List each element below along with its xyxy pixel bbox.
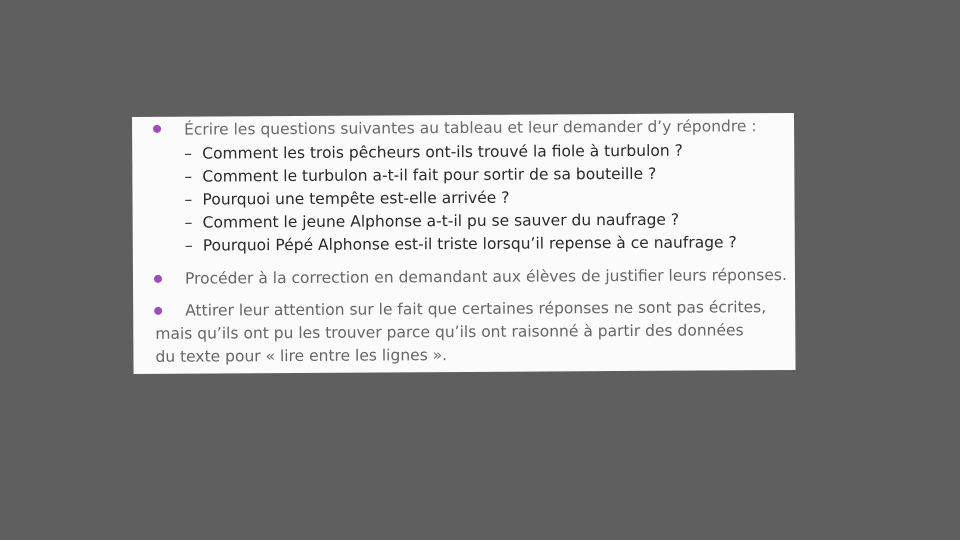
- dash-marker: –: [184, 167, 193, 186]
- question-text: Comment les trois pêcheurs ont-ils trouvé la fiole à turbulon ?: [202, 141, 683, 163]
- dash-marker: –: [184, 213, 193, 232]
- question-item: [184, 164, 656, 187]
- question-text: Comment le turbulon a-t-il fait pour sortir de sa bouteille ?: [202, 164, 657, 186]
- intro-text: Écrire les questions suivantes au tableau et leur demander d’y répondre :: [184, 117, 757, 139]
- question-text: Pourquoi une tempête est-elle arrivée ?: [202, 188, 510, 209]
- dash-marker: –: [184, 236, 193, 255]
- dash-marker: –: [184, 144, 193, 163]
- question-item: [185, 232, 737, 255]
- question-item: [184, 141, 683, 164]
- attention-instruction-line: Attirer leur attention sur le fait que certaines réponses ne sont pas écrites,: [185, 298, 767, 320]
- document-page: [132, 113, 796, 374]
- question-item: [184, 188, 509, 210]
- attention-instruction-line: mais qu’ils ont pu les trouver parce qu’ils ont raisonné à partir des données: [155, 321, 744, 343]
- bullet-icon: [154, 275, 162, 283]
- correction-instruction: Procéder à la correction en demandant aux élèves de justifier leurs réponses.: [184, 266, 787, 288]
- question-text: Comment le jeune Alphonse a-t-il pu se sauver du naufrage ?: [202, 210, 680, 232]
- attention-instruction-line: du texte pour « lire entre les lignes ».: [155, 346, 448, 366]
- bullet-icon: [154, 307, 162, 315]
- question-text: Pourquoi Pépé Alphonse est-il triste lorsqu’il repense à ce naufrage ?: [202, 233, 737, 255]
- bullet-icon: [153, 125, 161, 133]
- dash-marker: –: [184, 190, 193, 209]
- question-item: [185, 210, 680, 233]
